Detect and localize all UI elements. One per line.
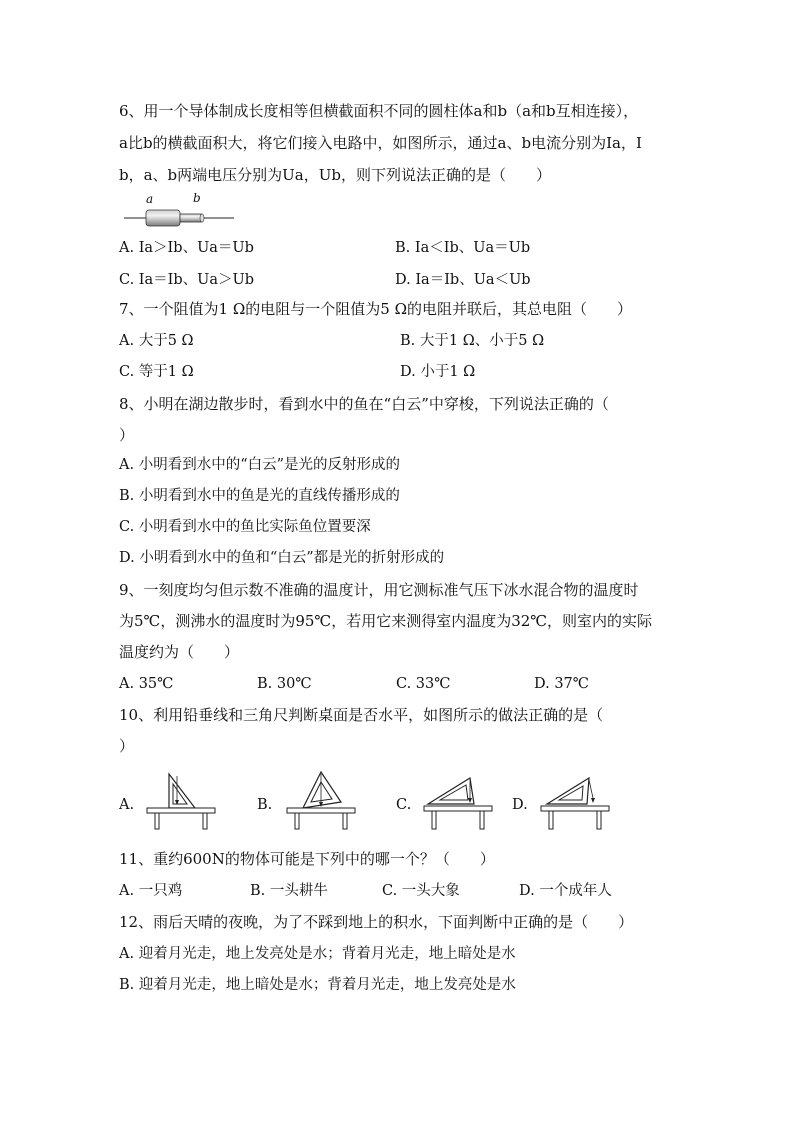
q9-option-c[interactable]: C. 33℃: [396, 676, 451, 692]
q8-option-d[interactable]: D. 小明看到水中的鱼和“白云”都是光的折射形成的: [119, 550, 445, 566]
q10-option-b[interactable]: B.: [257, 797, 273, 813]
q10-figure-a[interactable]: [145, 770, 217, 832]
q10-figure-b[interactable]: [285, 768, 357, 832]
q8-stem-line-2: ）: [119, 426, 135, 444]
q6-stem-line-1: 6、用一个导体制成长度相等但横截面积不同的圆柱体a和b（a和b互相连接），: [119, 102, 639, 120]
q10-option-d[interactable]: D.: [512, 797, 528, 813]
q10-stem-line-2: ）: [119, 737, 135, 755]
q6-option-b[interactable]: B. Ia＜Ib、Ua＝Ub: [395, 240, 531, 256]
q6-stem-line-2: a比b的横截面积大，将它们接入电路中，如图所示，通过a、b电流分别为Ia，I: [119, 134, 642, 152]
q12-option-a[interactable]: A. 迎着月光走，地上发亮处是水；背着月光走，地上暗处是水: [119, 946, 516, 962]
q6-label-b: b: [193, 191, 201, 205]
q6-stem-line-3: b，a、b两端电压分别为Ua，Ub，则下列说法正确的是（ ）: [119, 166, 551, 184]
q8-option-a[interactable]: A. 小明看到水中的“白云”是光的反射形成的: [119, 457, 401, 473]
q12-option-b[interactable]: B. 迎着月光走，地上暗处是水；背着月光走，地上发亮处是水: [119, 977, 516, 993]
q10-option-a[interactable]: A.: [119, 797, 135, 813]
q11-option-a[interactable]: A. 一只鸡: [119, 883, 183, 899]
q12-stem: 12、雨后天晴的夜晚，为了不踩到地上的积水，下面判断中正确的是（ ）: [119, 913, 634, 931]
q7-stem: 7、一个阻值为1 Ω的电阻与一个阻值为5 Ω的电阻并联后，其总电阻（ ）: [119, 300, 633, 318]
q8-option-c[interactable]: C. 小明看到水中的鱼比实际鱼位置要深: [119, 519, 371, 535]
q8-option-b[interactable]: B. 小明看到水中的鱼是光的直线传播形成的: [119, 488, 400, 504]
q6-conductor-figure: [124, 190, 236, 230]
q9-stem-line-2: 为5℃，测沸水的温度时为95℃，若用它来测得室内温度为32℃，则室内的实际: [119, 612, 653, 630]
q10-option-c[interactable]: C.: [396, 797, 412, 813]
q11-option-d[interactable]: D. 一个成年人: [519, 883, 612, 899]
q9-stem-line-3: 温度约为（ ）: [119, 643, 240, 661]
q9-option-a[interactable]: A. 35℃: [119, 676, 174, 692]
q10-figure-c[interactable]: [422, 772, 494, 832]
q10-figure-d[interactable]: [537, 772, 613, 832]
q6-option-c[interactable]: C. Ia＝Ib、Ua＞Ub: [119, 272, 255, 288]
q7-option-c[interactable]: C. 等于1 Ω: [119, 364, 194, 380]
q6-option-d[interactable]: D. Ia＝Ib、Ua＜Ub: [395, 272, 531, 288]
q7-option-d[interactable]: D. 小于1 Ω: [400, 364, 476, 380]
q8-stem-line-1: 8、小明在湖边散步时，看到水中的鱼在“白云”中穿梭，下列说法正确的（: [119, 395, 609, 413]
q6-label-a: a: [146, 192, 154, 206]
q11-stem: 11、重约600N的物体可能是下列中的哪一个？（ ）: [119, 850, 495, 868]
q7-option-a[interactable]: A. 大于5 Ω: [119, 333, 194, 349]
q11-option-b[interactable]: B. 一头耕牛: [250, 883, 328, 899]
q11-option-c[interactable]: C. 一头大象: [382, 883, 460, 899]
q9-option-b[interactable]: B. 30℃: [257, 676, 312, 692]
q9-option-d[interactable]: D. 37℃: [534, 676, 589, 692]
q7-option-b[interactable]: B. 大于1 Ω、小于5 Ω: [400, 333, 545, 349]
q10-stem-line-1: 10、利用铅垂线和三角尺判断桌面是否水平，如图所示的做法正确的是（: [119, 706, 604, 724]
q6-option-a[interactable]: A. Ia＞Ib、Ua＝Ub: [119, 240, 254, 256]
q9-stem-line-1: 9、一刻度均匀但示数不准确的温度计，用它测标准气压下冰水混合物的温度时: [119, 581, 639, 599]
